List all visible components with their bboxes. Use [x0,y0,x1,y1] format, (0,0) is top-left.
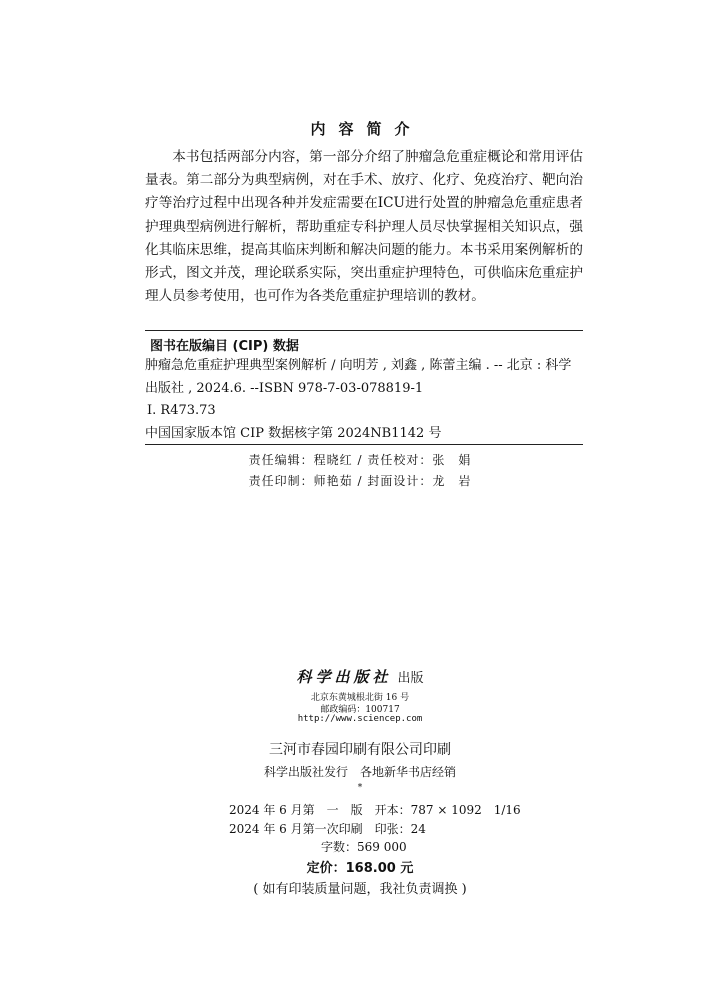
quality-note: ( 如有印装质量问题，我社负责调换 ) [253,882,467,897]
printer-line: 三河市春园印刷有限公司印刷 [269,742,451,758]
publisher-address: 北京东黄城根北街 16 号 [310,693,410,703]
publisher-suffix: 出版 [397,671,424,686]
cip-block [145,355,583,445]
cip-line: Ⅰ. R473.73 [147,403,216,418]
cip-heading: 图书在版编目 (CIP) 数据 [150,339,299,354]
publisher-name: 科学出版社 [296,668,392,686]
cip-line: 肿瘤急危重症护理典型案例解析 / 向明芳 , 刘鑫 , 陈蕾主编 . -- 北京 : 科学 [145,358,572,373]
edition-line: 2024 年 6 月第 一 版 开本：787 × 1092 1/16 [229,803,521,817]
intro-paragraph: 本书包括两部分内容，第一部分介绍了肿瘤急危重症概论和常用评估量表。第二部分为典型病例，对在手术、放疗、化疗、免疫治疗、靶向治疗等治疗过程中出现各种并发症需要在ICU进行处置的肿瘤急危重症患者护理典型病例进行解析，帮助重症专科护理人员尽快掌握相关知识点，强化其临床思维，提高其临床判断和解决问题的能力。本书采用案例解析的形式，图文并茂，理论联系实际，突出重症护理特色，可供临床危重症护理人员参考使用，也可作为各类危重症护理培训的教材。 [145,149,583,305]
page-title: 内容简介 [310,120,423,138]
cip-top-rule [145,330,583,331]
impression-line: 2024 年 6 月第一次印刷 印张：24 [229,822,426,836]
publisher-postcode: 邮政编码：100717 [320,705,400,715]
publisher-website: http://www.sciencep.com [297,714,423,724]
staff-line: 责任印制：师艳茹 / 封面设计：龙 岩 [248,474,472,488]
word-count: 字数：569 000 [321,840,407,854]
cip-bottom-rule [145,444,583,445]
publisher-line [0,666,720,687]
distribution-line: 科学出版社发行 各地新华书店经销 [263,765,456,779]
cip-line: 中国国家版本馆 CIP 数据核字第 2024NB1142 号 [145,425,442,441]
separator-asterisk: * [357,783,363,793]
price: 定价：168.00 元 [306,861,414,876]
staff-line: 责任编辑：程晓红 / 责任校对：张 娟 [248,453,472,467]
cip-line: 出版社 , 2024.6. --ISBN 978-7-03-078819-1 [145,380,424,396]
